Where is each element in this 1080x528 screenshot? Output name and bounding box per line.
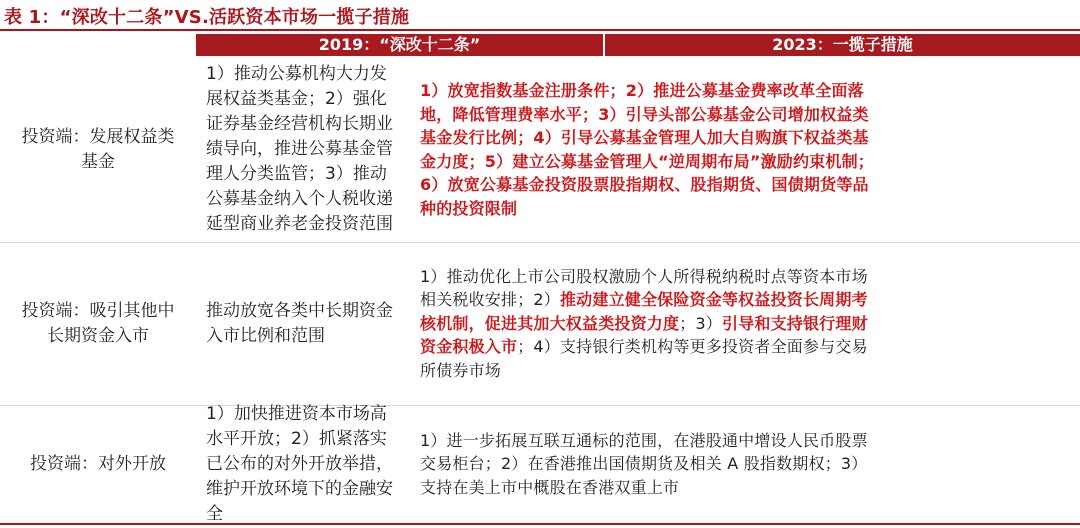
cell-2019 [0, 403, 409, 524]
cell-2019-text: 推动放宽各类中长期资金入市比例和范围 [206, 300, 393, 346]
cell-2023 [409, 406, 884, 522]
cell-2023-highlight: 引导和支持银行理财资金积极入市 [420, 313, 868, 357]
cell-2019 [0, 243, 409, 404]
row-label: 投资端：对外开放 [30, 453, 166, 474]
cell-2023-highlight: 推动建立健全保险资金等权益投资长周期考核机制，促进其加大权益类投资力度 [420, 290, 868, 333]
cell-2023-highlight: 1）放宽指数基金注册条件；2）推进公募基金费率改革全面落地，降低管理费率水平；3）引导头部公募基金公司增加权益类基金发行比例；4）引导公募基金管理人加大自购旗下权益类基金力度；5）建立公募基金管理人“逆周期布局”激励约束机制；6）放宽公募基金投资股票股指期权、股指期货、国债期货等品种的投资限制 [420, 81, 874, 218]
cell-2023 [409, 58, 884, 241]
row-label: 投资端：发展权益类基金 [21, 126, 175, 172]
table-row [0, 243, 1080, 404]
table-header [0, 34, 1080, 56]
table-row [0, 403, 1080, 524]
cell-2019 [0, 58, 409, 241]
cell-2023-plain: ；4）支持银行类机构等更多投资者全面参与交易所债券市场 [420, 337, 868, 380]
table-bottom-rule [0, 523, 1080, 525]
caption-rule [0, 29, 1080, 31]
cell-2023-text [420, 265, 880, 383]
table-caption: 表 1：“深改十二条”VS.活跃资本市场一揽子措施 [4, 7, 410, 28]
cell-2019-text: 1）推动公募机构大力发展权益类基金；2）强化证券基金经营机构长期业绩导向，推进公募基金管理人分类监管；3）推动公募基金纳入个人税收递延型商业养老金投资范围 [206, 64, 393, 234]
header-2023: 2023：一揽子措施 [605, 34, 1080, 56]
row-label: 投资端：吸引其他中长期资金入市 [21, 300, 175, 346]
cell-2019-text: 1）加快推进资本市场高水平开放；2）抓紧落实已公布的对外开放举措，维护开放环境下的金融安全 [206, 403, 393, 524]
cell-2023 [409, 243, 884, 404]
table-row [0, 58, 1080, 241]
header-blank [0, 34, 196, 56]
cell-2023-plain: ；3） [679, 313, 722, 333]
cell-2023-plain: 1）推动优化上市公司股权激励个人所得税纳税时点等资本市场相关税收安排；2） [420, 266, 868, 310]
cell-2023-text: 1）进一步拓展互联互通标的范围，在港股通中增设人民币股票交易柜台；2）在香港推出国债期货及相关 A 股指数期权；3）支持在美上市中概股在香港双重上市 [420, 430, 868, 497]
header-2019: 2019：“深改十二条” [196, 34, 605, 56]
